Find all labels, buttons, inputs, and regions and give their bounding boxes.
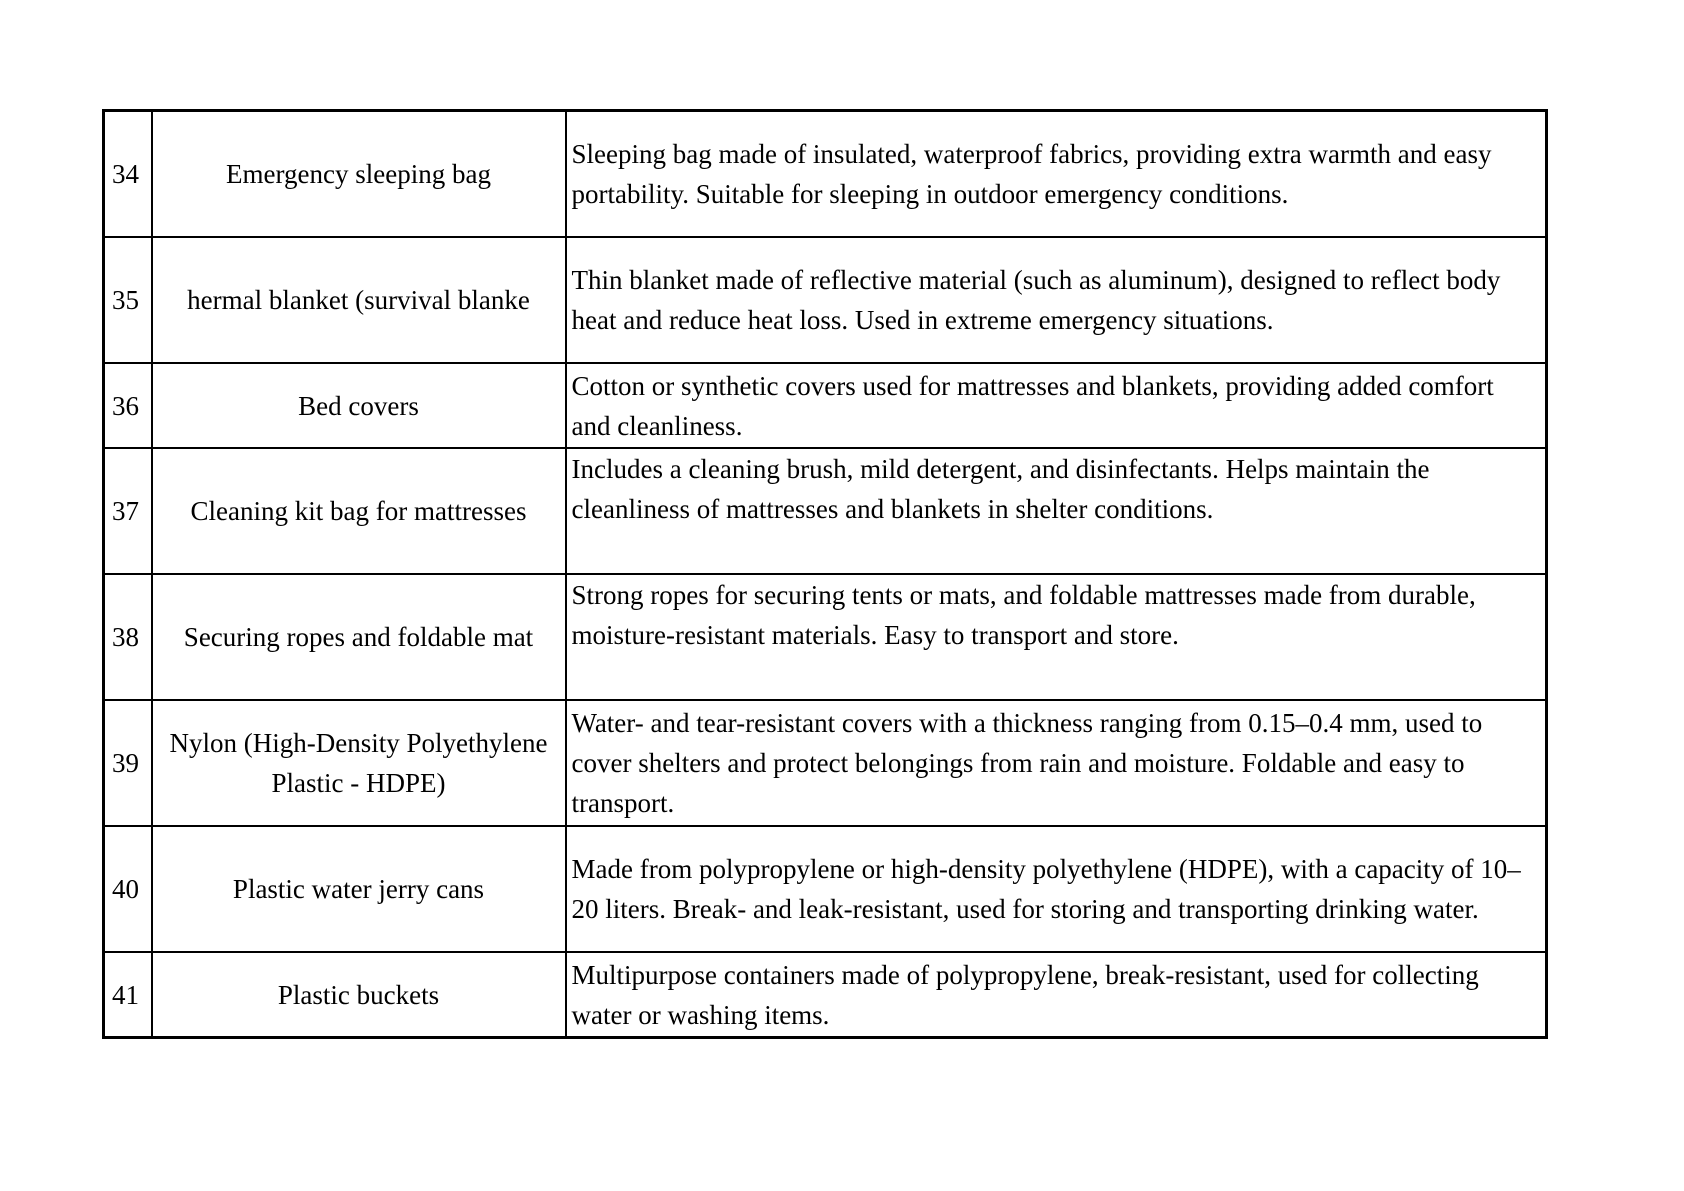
table-row <box>104 111 1547 238</box>
row-number: 36 <box>104 363 152 448</box>
item-description: Made from polypropylene or high-density polyethylene (HDPE), with a capacity of 10–20 liters. Break- and leak-resistant, used for storing and transporting drinking water. <box>566 826 1547 952</box>
table-row <box>104 826 1547 952</box>
table-row <box>104 700 1547 826</box>
item-description: Cotton or synthetic covers used for mattresses and blankets, providing added comfort and cleanliness. <box>566 363 1547 448</box>
table-row <box>104 574 1547 700</box>
table-row <box>104 448 1547 574</box>
item-name: Plastic water jerry cans <box>152 826 566 952</box>
row-number: 41 <box>104 952 152 1038</box>
item-description: Multipurpose containers made of polypropylene, break-resistant, used for collecting water or washing items. <box>566 952 1547 1038</box>
item-name: Nylon (High-Density Polyethylene Plastic - HDPE) <box>152 700 566 826</box>
item-description: Sleeping bag made of insulated, waterproof fabrics, providing extra warmth and easy portability. Suitable for sleeping in outdoor emergency conditions. <box>566 111 1547 238</box>
row-number: 35 <box>104 237 152 363</box>
item-description: Strong ropes for securing tents or mats, and foldable mattresses made from durable, moisture-resistant materials. Easy to transport and store. <box>566 574 1547 700</box>
item-name: Cleaning kit bag for mattresses <box>152 448 566 574</box>
row-number: 40 <box>104 826 152 952</box>
item-description: Thin blanket made of reflective material (such as aluminum), designed to reflect body heat and reduce heat loss. Used in extreme emergency situations. <box>566 237 1547 363</box>
item-name: Plastic buckets <box>152 952 566 1038</box>
item-name: Emergency sleeping bag <box>152 111 566 238</box>
table-row <box>104 237 1547 363</box>
item-description: Water- and tear-resistant covers with a thickness ranging from 0.15–0.4 mm, used to cover shelters and protect belongings from rain and moisture. Foldable and easy to transport. <box>566 700 1547 826</box>
table-row <box>104 363 1547 448</box>
row-number: 37 <box>104 448 152 574</box>
item-name: Bed covers <box>152 363 566 448</box>
item-name: hermal blanket (survival blanke <box>152 237 566 363</box>
row-number: 34 <box>104 111 152 238</box>
table-row <box>104 952 1547 1038</box>
item-description: Includes a cleaning brush, mild detergent, and disinfectants. Helps maintain the cleanliness of mattresses and blankets in shelter conditions. <box>566 448 1547 574</box>
row-number: 39 <box>104 700 152 826</box>
item-name: Securing ropes and foldable mat <box>152 574 566 700</box>
row-number: 38 <box>104 574 152 700</box>
items-table <box>102 109 1548 1039</box>
